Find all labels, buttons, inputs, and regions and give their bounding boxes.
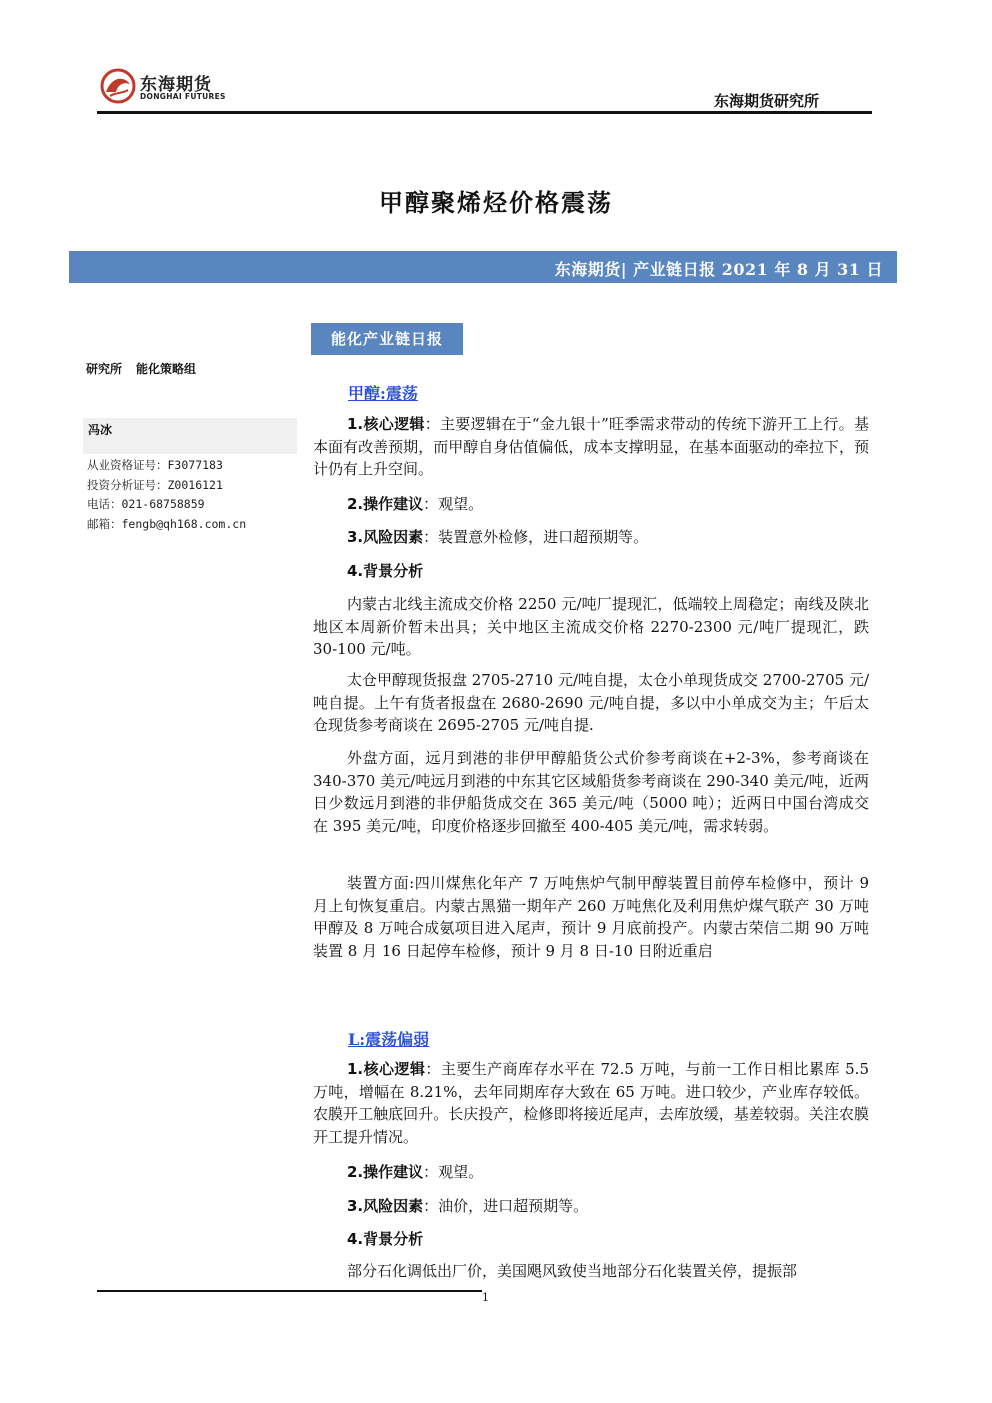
methanol-paragraph-4: 装置方面:四川煤焦化年产 7 万吨焦炉气制甲醇装置目前停车检修中，预计 9 月上旬恢复重启。内蒙古黑猫一期年产 260 万吨焦化及利用焦炉煤气联产 30 万吨甲醇及 8 万吨合成氨项目进入尾声，预计 9 月底前投产。内蒙古荣信二期 90 万吨装置 8 月 16 日起停车检修，预计 9 月 8 日-10 日附近重启 xyxy=(313,874,869,960)
phone-number: 电话：021-68758859 xyxy=(87,497,205,511)
section-tag: 能化产业链日报 xyxy=(311,323,463,355)
analyst-contact-info xyxy=(87,456,246,534)
core-logic-text: ：主要逻辑在于“金九银十”旺季需求带动的传统下游开工上行。基本面有改善预期，而甲醇自身估值偏低，成本支撑明显，在基本面驱动的牵拉下，预计仍有上升空间。 xyxy=(313,415,869,478)
advice-label: 2.操作建议 xyxy=(347,495,424,513)
methanol-core-logic xyxy=(313,413,869,481)
dragon-logo-icon xyxy=(98,66,138,106)
advice-text: ：观望。 xyxy=(423,495,484,513)
qualification-number: 从业资格证号：F3077183 xyxy=(87,458,223,472)
advice-label: 2.操作建议 xyxy=(347,1163,424,1181)
risk-text: ：油价，进口超预期等。 xyxy=(423,1197,589,1215)
methanol-risk xyxy=(347,526,648,547)
header-divider xyxy=(97,111,872,114)
polyethylene-risk xyxy=(347,1195,588,1216)
header-institute: 东海期货研究所 xyxy=(713,92,819,110)
polyethylene-core-logic xyxy=(313,1058,869,1148)
polyethylene-paragraph-1: 部分石化调低出厂价，美国飓风致使当地部分石化装置关停，提振部 xyxy=(347,1262,798,1280)
polyethylene-advice xyxy=(347,1161,483,1182)
analyst-name-box xyxy=(83,418,297,454)
report-banner xyxy=(69,251,897,283)
logo-english-name: DONGHAI FUTURES xyxy=(140,92,226,101)
polyethylene-heading-link[interactable]: L:震荡偏弱 xyxy=(348,1030,430,1049)
email-address[interactable]: 邮箱：fengb@qh168.com.cn xyxy=(87,516,247,531)
investment-cert-number: 投资分析证号：Z0016121 xyxy=(87,477,223,492)
methanol-paragraph-1: 内蒙古北线主流成交价格 2250 元/吨厂提现汇，低端较上周稳定；南线及陕北地区本周新价暂未出具；关中地区主流成交价格 2270-2300 元/吨厂提现汇，跌 30-100 元/吨。 xyxy=(313,595,869,658)
document-title: 甲醇聚烯烃价格震荡 xyxy=(379,188,613,217)
core-logic-text: ：主要生产商库存水平在 72.5 万吨，与前一工作日相比累库 5.5 万吨，增幅在 8.21%，去年同期库存大致在 65 万吨。进口较少，产业库存较低。农膜开工触底回升。长庆投产，检修即将接近尾声，去库放缓，基差较弱。关注农膜开工提升情况。 xyxy=(313,1060,869,1146)
sidebar-dept-name: 研究所 xyxy=(86,362,123,376)
core-logic-label: 1.核心逻辑 xyxy=(347,415,425,433)
sidebar-department xyxy=(86,360,196,377)
page-number: 1 xyxy=(482,1291,489,1304)
banner-text: 东海期货| 产业链日报 2021 年 8 月 31 日 xyxy=(554,260,883,279)
risk-label: 3.风险因素 xyxy=(347,1197,424,1215)
sidebar-group-name: 能化策略组 xyxy=(136,362,197,376)
methanol-heading-link[interactable]: 甲醇:震荡 xyxy=(348,384,418,403)
methanol-advice xyxy=(347,493,483,514)
methanol-background-label: 4.背景分析 xyxy=(347,562,424,580)
methanol-paragraph-2: 太仓甲醇现货报盘 2705-2710 元/吨自提，太仓小单现货成交 2700-2705 元/吨自提。上午有货者报盘在 2680-2690 元/吨自提，多以中小单成交为主；午后太仓现货参考商谈在 2695-2705 元/吨自提. xyxy=(313,671,870,734)
core-logic-label: 1.核心逻辑 xyxy=(347,1060,426,1078)
polyethylene-background-label: 4.背景分析 xyxy=(347,1230,424,1248)
company-logo xyxy=(98,66,228,108)
logo-chinese-name: 东海期货 xyxy=(140,75,212,95)
analyst-name: 冯冰 xyxy=(88,423,113,437)
risk-label: 3.风险因素 xyxy=(347,528,424,546)
advice-text: ：观望。 xyxy=(423,1163,484,1181)
footer-divider xyxy=(97,1290,482,1292)
methanol-paragraph-3: 外盘方面，远月到港的非伊甲醇船货公式价参考商谈在+2-3%，参考商谈在 340-370 美元/吨远月到港的中东其它区域船货参考商谈在 290-340 美元/吨，近两日少数远月到港的非伊船货成交在 365 美元/吨（5000 吨）；近两日中国台湾成交在 395 美元/吨，印度价格逐步回撤至 400-405 美元/吨，需求转弱。 xyxy=(313,749,869,835)
risk-text: ：装置意外检修，进口超预期等。 xyxy=(423,528,649,546)
